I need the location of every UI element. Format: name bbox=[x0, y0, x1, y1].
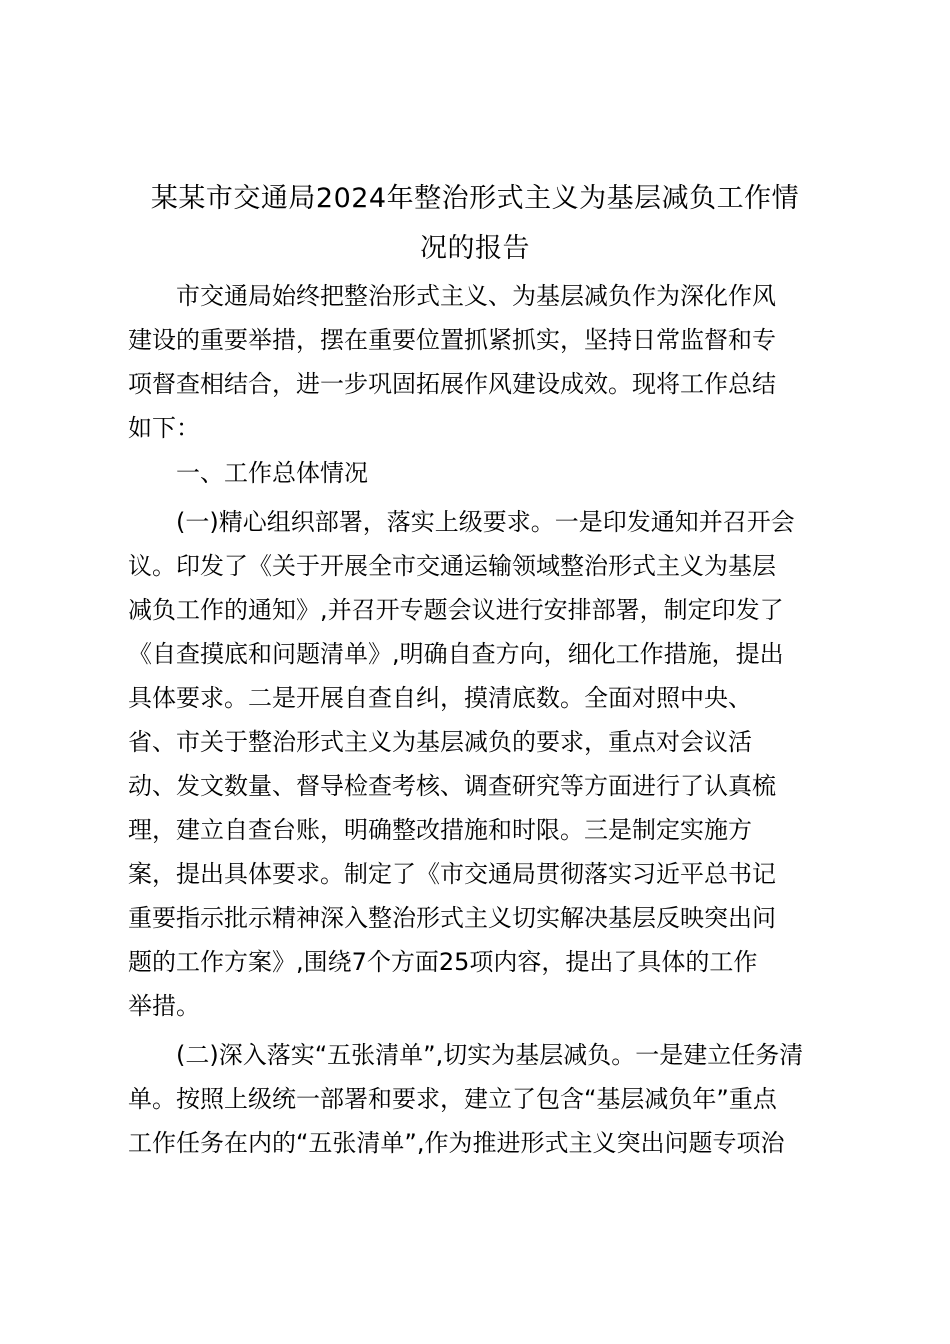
paragraph-line: 《自查摸底和问题清单》,明确自查方向，细化工作措施，提出 bbox=[128, 640, 784, 668]
paragraph-line: 工作任务在内的“五张清单”,作为推进形式主义突出问题专项治 bbox=[128, 1129, 785, 1157]
title-line-2: 况的报告 bbox=[420, 233, 530, 264]
paragraph-line: 举措。 bbox=[128, 992, 200, 1020]
paragraph-line: 省、市关于整治形式主义为基层减负的要求，重点对会议活 bbox=[128, 728, 752, 756]
paragraph-line: 如下： bbox=[128, 414, 200, 442]
paragraph-line: 重要指示批示精神深入整治形式主义切实解决基层反映突出问 bbox=[128, 904, 776, 932]
paragraph-line: 案，提出具体要求。制定了《市交通局贯彻落实习近平总书记 bbox=[128, 860, 776, 888]
paragraph-line: 减负工作的通知》,并召开专题会议进行安排部署，制定印发了 bbox=[128, 596, 784, 624]
paragraph-line: 动、发文数量、督导检查考核、调查研究等方面进行了认真梳 bbox=[128, 772, 776, 800]
paragraph-line: 单。按照上级统一部署和要求，建立了包含“基层减负年”重点 bbox=[128, 1085, 777, 1113]
paragraph-line: 市交通局始终把整治形式主义、为基层减负作为深化作风 bbox=[176, 282, 776, 310]
paragraph-line: (二)深入落实“五张清单”,切实为基层减负。一是建立任务清 bbox=[176, 1041, 804, 1069]
paragraph-line: 建设的重要举措，摆在重要位置抓紧抓实，坚持日常监督和专 bbox=[128, 326, 776, 354]
title-line-1: 某某市交通局2024年整治形式主义为基层减负工作情 bbox=[150, 183, 800, 214]
document-title bbox=[110, 174, 840, 274]
section-heading: 一、工作总体情况 bbox=[176, 459, 368, 487]
paragraph-line: 具体要求。二是开展自查自纠，摸清底数。全面对照中央、 bbox=[128, 684, 752, 712]
paragraph-line: (一)精心组织部署，落实上级要求。一是印发通知并召开会 bbox=[176, 508, 795, 536]
paragraph-line: 议。印发了《关于开展全市交通运输领域整治形式主义为基层 bbox=[128, 552, 776, 580]
paragraph-line: 项督查相结合，进一步巩固拓展作风建设成效。现将工作总结 bbox=[128, 370, 776, 398]
paragraph-line: 理，建立自查台账，明确整改措施和时限。三是制定实施方 bbox=[128, 816, 752, 844]
paragraph-line: 题的工作方案》,围绕7个方面25项内容，提出了具体的工作 bbox=[128, 948, 758, 976]
